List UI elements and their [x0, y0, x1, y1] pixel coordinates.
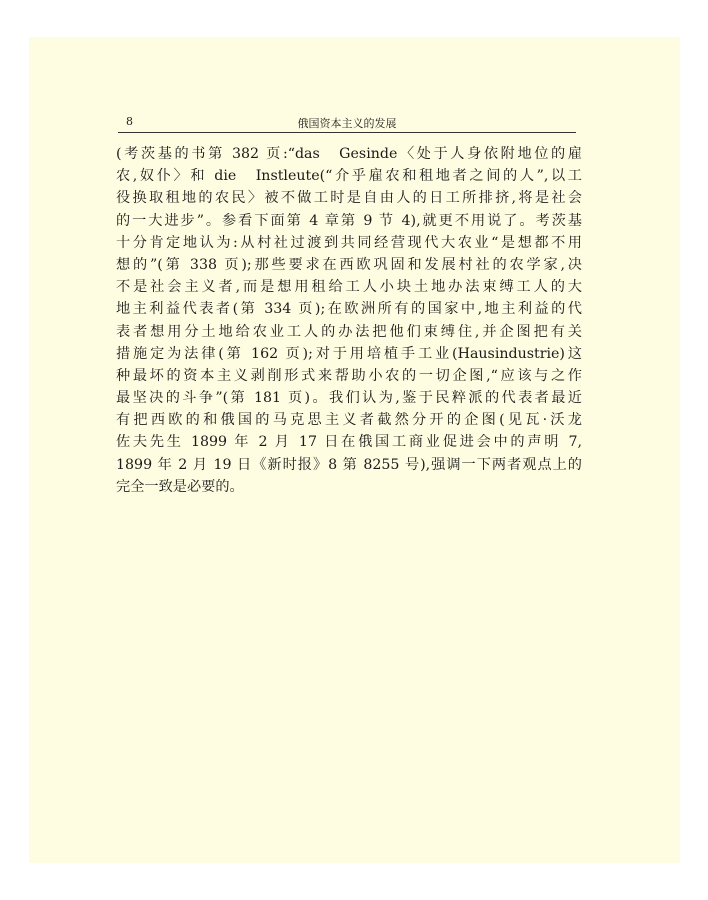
running-title: 俄国资本主义的发展: [297, 117, 397, 130]
text-line: 想的”(第 338 页);那些要求在西欧巩固和发展村社的农学家,决: [116, 256, 582, 273]
body-text: [116, 143, 582, 498]
text-line: 役换取租地的农民〉被不做工时是自由人的日工所排挤,将是社会: [116, 190, 582, 207]
text-line: 的一大进步”。参看下面第 4 章第 9 节 4),就更不用说了。考茨基: [116, 212, 582, 229]
text-line: 最坚决的斗争”(第 181 页)。我们认为,鉴于民粹派的代表者最近: [116, 390, 582, 407]
text-line: (考茨基的书第 382 页:“das Gesinde〈处于人身依附地位的雇: [116, 146, 582, 162]
text-line: 有把西欧的和俄国的马克思主义者截然分开的企图(见瓦·沃龙: [116, 412, 582, 429]
text-line: 不是社会主义者,而是想用租给工人小块土地办法束缚工人的大: [116, 279, 582, 296]
text-line: 1899 年 2 月 19 日《新时报》8 第 8255 号),强调一下两者观点上的: [116, 456, 582, 473]
text-line: 措施定为法律(第 162 页);对于用培植手工业(Hausindustrie)这: [116, 345, 582, 362]
text-line: 农,奴仆〉和 die Instleute(“介乎雇农和租地者之间的人”,以工: [116, 168, 582, 185]
text-line: 表者想用分土地给农业工人的办法把他们束缚住,并企图把有关: [116, 323, 582, 340]
text-line: 佐夫先生 1899 年 2 月 17 日在俄国工商业促进会中的声明 7,: [116, 434, 582, 451]
text-line: 十分肯定地认为:从村社过渡到共同经营现代大农业“是想都不用: [116, 234, 582, 251]
page-number: 8: [126, 115, 133, 128]
text-line: 地主利益代表者(第 334 页);在欧洲所有的国家中,地主利益的代: [116, 301, 582, 318]
page-header: [118, 112, 576, 133]
text-line: 完全一致是必要的。: [116, 478, 244, 495]
text-line: 种最坏的资本主义剥削形式来帮助小农的一切企图,“应该与之作: [116, 367, 582, 384]
